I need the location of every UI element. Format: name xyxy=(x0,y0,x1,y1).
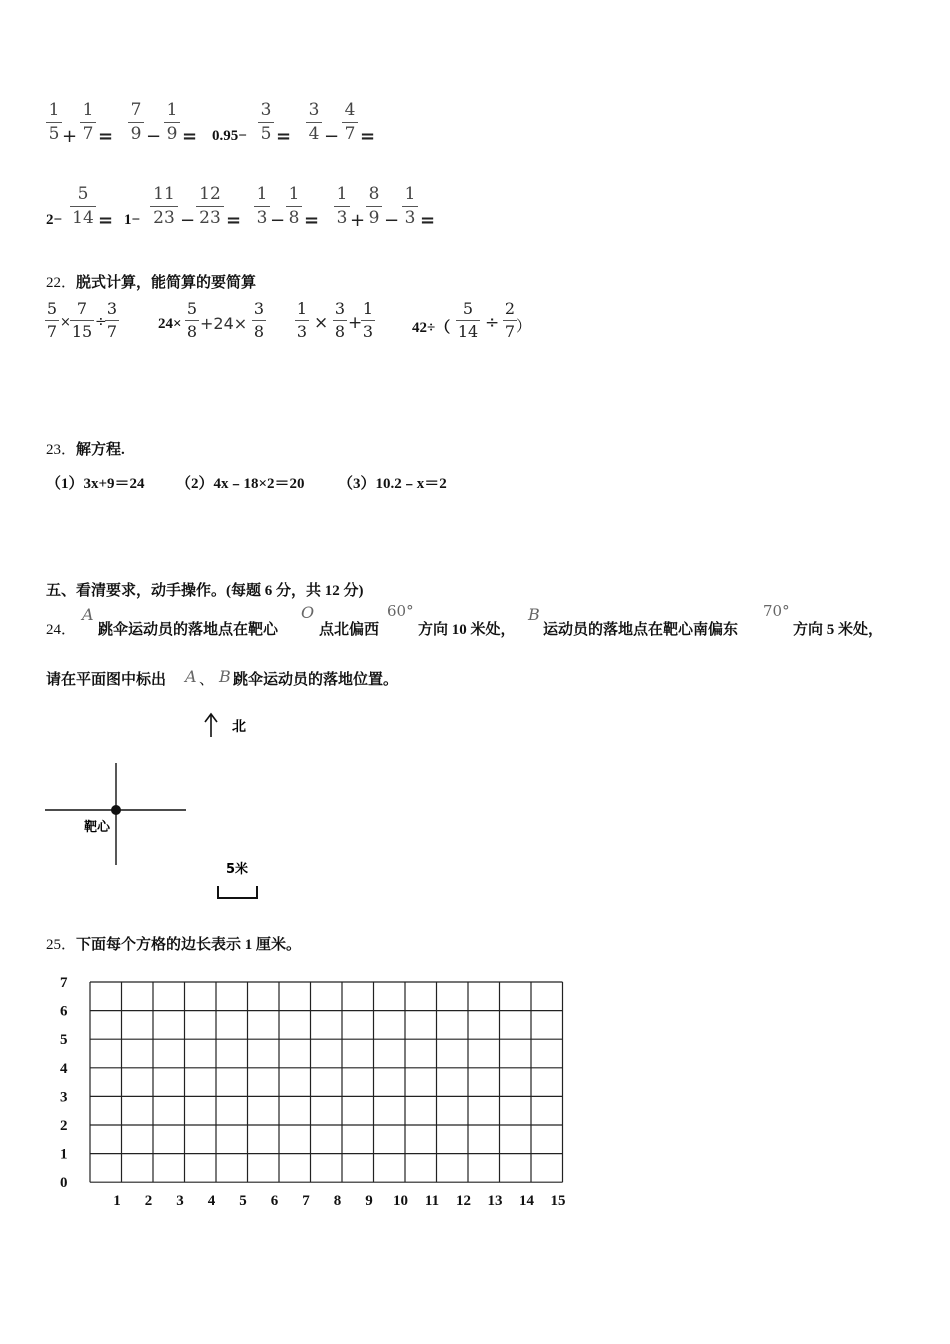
fraction xyxy=(45,301,59,340)
fraction xyxy=(128,102,144,143)
operator: × xyxy=(314,313,329,333)
question-number: 24． xyxy=(46,622,77,638)
fraction xyxy=(402,186,418,227)
denominator: 8 xyxy=(288,208,300,228)
expr-lead: 0.95− xyxy=(212,128,247,144)
numerator: 3 xyxy=(253,299,265,318)
numerator: 5 xyxy=(462,299,474,318)
numerator: 5 xyxy=(186,299,198,318)
fraction xyxy=(105,301,119,340)
question-number: 23． xyxy=(46,442,77,458)
x-axis-label: 8 xyxy=(333,1193,342,1209)
equals-sign: = xyxy=(276,126,292,147)
x-axis-label: 10 xyxy=(393,1193,408,1209)
numerator: 1 xyxy=(166,100,178,120)
x-axis-label: 11 xyxy=(424,1193,440,1209)
x-axis-label: 7 xyxy=(302,1193,310,1209)
numerator: 1 xyxy=(362,299,374,318)
y-axis-label: 1 xyxy=(60,1146,68,1163)
fraction xyxy=(196,186,224,227)
q22-heading xyxy=(46,271,256,292)
numerator: 2 xyxy=(504,299,516,318)
x-axis-label: 4 xyxy=(207,1193,216,1209)
numerator: 1 xyxy=(82,100,94,120)
operator: ÷ xyxy=(95,314,107,330)
coordinate-grid xyxy=(40,965,580,1215)
denominator: 14 xyxy=(457,322,479,341)
question-title: 脱式计算，能简算的要简算 xyxy=(76,275,257,291)
denominator: 3 xyxy=(256,208,268,228)
numerator: 3 xyxy=(334,299,346,318)
equation-1: （1）3x+9＝24 xyxy=(46,476,145,492)
operator: ÷ xyxy=(485,313,500,333)
x-axis-label: 3 xyxy=(176,1193,184,1209)
equals-sign: = xyxy=(98,210,114,231)
equals-sign: = xyxy=(420,210,436,231)
equals-sign: = xyxy=(226,210,242,231)
variable-b: B xyxy=(528,605,540,624)
q24-text: 运动员的落地点在靶心南偏东 xyxy=(543,622,739,638)
fraction xyxy=(80,102,96,143)
angle-value: 60° xyxy=(387,602,414,620)
numerator: 8 xyxy=(368,184,380,204)
scale-label: 5米 xyxy=(226,862,249,877)
section-title: 五、看清要求，动手操作。(每题 6 分，共 12 分) xyxy=(46,583,364,599)
denominator: 3 xyxy=(296,322,308,341)
numerator: 3 xyxy=(308,100,320,120)
fraction xyxy=(333,301,347,340)
denominator: 9 xyxy=(166,124,178,144)
numerator: 1 xyxy=(404,184,416,204)
denominator: 15 xyxy=(71,322,93,341)
question-title: 解方程. xyxy=(76,442,125,458)
variable-a: A xyxy=(82,605,94,624)
denominator: 23 xyxy=(199,208,221,228)
denominator: 4 xyxy=(308,124,320,144)
numerator: 3 xyxy=(106,299,118,318)
operator: − xyxy=(270,210,286,231)
operator: − xyxy=(384,210,400,231)
numerator: 1 xyxy=(288,184,300,204)
expr-tail: ） xyxy=(516,319,532,335)
denominator: 3 xyxy=(362,322,374,341)
denominator: 5 xyxy=(48,124,60,144)
fraction xyxy=(70,301,94,340)
fraction xyxy=(46,102,62,143)
y-axis-label: 3 xyxy=(60,1089,68,1106)
x-axis-label: 12 xyxy=(456,1193,471,1209)
target-diagram xyxy=(40,705,300,905)
question-number: 22． xyxy=(46,275,77,291)
q24-text: 请在平面图中标出 xyxy=(46,672,167,688)
denominator: 23 xyxy=(153,208,175,228)
fraction xyxy=(185,301,199,340)
q24-text: 跳伞运动员的落地点在靶心 xyxy=(98,622,279,638)
fraction xyxy=(361,301,375,340)
fraction xyxy=(254,186,270,227)
operator: + xyxy=(62,126,78,147)
numerator: 11 xyxy=(153,184,175,204)
x-axis-label: 15 xyxy=(550,1193,566,1209)
denominator: 14 xyxy=(72,208,94,228)
denominator: 5 xyxy=(260,124,272,144)
numerator: 1 xyxy=(336,184,348,204)
north-arrow-icon xyxy=(205,714,217,737)
x-axis-label: 1 xyxy=(113,1193,121,1209)
operator: × xyxy=(60,315,71,330)
y-axis-label: 7 xyxy=(60,975,68,991)
y-axis-label: 6 xyxy=(60,1003,68,1020)
fraction xyxy=(70,186,96,227)
numerator: 7 xyxy=(130,100,142,120)
scale-bar xyxy=(218,886,257,898)
q24-text: 点北偏西 xyxy=(319,622,380,638)
equation-3: （3）10.2﹣x＝2 xyxy=(338,476,447,492)
denominator: 7 xyxy=(504,322,516,341)
fraction xyxy=(295,301,309,340)
denominator: 3 xyxy=(336,208,348,228)
y-axis-label: 5 xyxy=(60,1032,68,1049)
denominator: 8 xyxy=(186,322,198,341)
fraction xyxy=(334,186,350,227)
numerator: 1 xyxy=(256,184,268,204)
question-title: 下面每个方格的边长表示 1 厘米。 xyxy=(76,937,302,953)
fraction xyxy=(150,186,178,227)
fraction xyxy=(503,301,517,340)
question-number: 25． xyxy=(46,937,77,953)
x-axis-label: 6 xyxy=(270,1193,279,1209)
denominator: 7 xyxy=(46,322,58,341)
x-axis-label: 5 xyxy=(239,1193,247,1209)
operator: + xyxy=(348,313,363,333)
variable-a: A xyxy=(185,667,197,686)
y-axis-label: 2 xyxy=(60,1118,68,1134)
operator: − xyxy=(180,210,196,231)
expr-lead: 1− xyxy=(124,212,141,228)
variable-b: B xyxy=(219,667,231,686)
x-axis-label: 13 xyxy=(487,1193,503,1209)
north-label: 北 xyxy=(232,719,246,735)
denominator: 8 xyxy=(253,322,265,341)
fraction xyxy=(306,102,322,143)
numerator: 4 xyxy=(344,100,356,120)
operator: + xyxy=(350,210,366,231)
q24-text: 方向 5 米处， xyxy=(793,622,884,638)
denominator: 8 xyxy=(334,322,346,341)
fraction xyxy=(456,301,480,340)
denominator: 7 xyxy=(106,322,118,341)
variable-o: O xyxy=(301,603,315,622)
denominator: 7 xyxy=(82,124,94,144)
numerator: 7 xyxy=(76,299,88,318)
equals-sign: = xyxy=(304,210,320,231)
equation-2: （2）4x﹣18×2＝20 xyxy=(176,476,305,492)
operator: − xyxy=(146,126,162,147)
numerator: 1 xyxy=(296,299,308,318)
denominator: 7 xyxy=(344,124,356,144)
operator: − xyxy=(324,126,340,147)
y-axis-label: 4 xyxy=(60,1060,68,1077)
fraction xyxy=(252,301,266,340)
q24-text: 跳伞运动员的落地位置。 xyxy=(233,672,399,688)
separator: 、 xyxy=(199,672,215,688)
fraction xyxy=(286,186,302,227)
fraction xyxy=(366,186,382,227)
fraction xyxy=(342,102,358,143)
numerator: 1 xyxy=(48,100,60,120)
numerator: 3 xyxy=(260,100,272,120)
fraction xyxy=(164,102,180,143)
x-axis-label: 14 xyxy=(519,1193,534,1209)
expr-lead: 24× xyxy=(158,316,182,332)
numerator: 5 xyxy=(46,299,58,318)
x-axis-label: 2 xyxy=(144,1193,153,1209)
q23-heading xyxy=(46,438,125,459)
equals-sign: = xyxy=(360,126,376,147)
numerator: 12 xyxy=(199,184,221,204)
q24-text: 方向 10 米处， xyxy=(418,622,516,638)
center-label: 靶心 xyxy=(84,820,111,835)
angle-value: 70° xyxy=(763,602,790,620)
y-axis-label: 0 xyxy=(60,1175,68,1192)
equals-sign: = xyxy=(182,126,198,147)
fraction xyxy=(258,102,274,143)
denominator: 3 xyxy=(404,208,416,228)
expr-mid: +24× xyxy=(200,314,248,333)
target-center-point xyxy=(111,805,121,815)
x-axis-label: 9 xyxy=(365,1193,373,1209)
q25-heading xyxy=(46,933,301,954)
expr-lead: 2− xyxy=(46,212,63,228)
denominator: 9 xyxy=(368,208,380,228)
numerator: 5 xyxy=(77,184,89,204)
denominator: 9 xyxy=(130,124,142,144)
equals-sign: = xyxy=(98,126,114,147)
expr-lead: 42÷（ xyxy=(412,320,451,336)
